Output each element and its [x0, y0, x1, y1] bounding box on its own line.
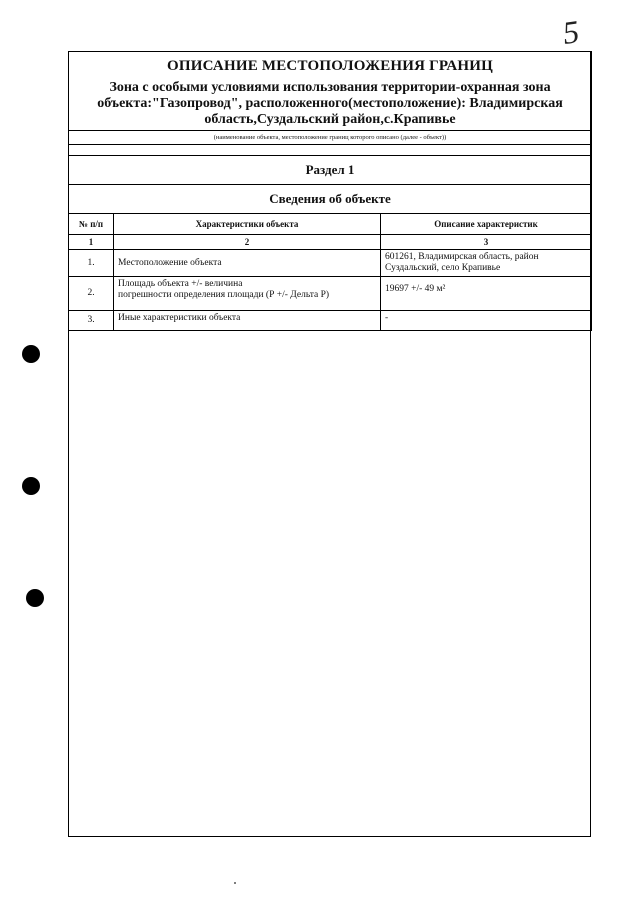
row-description-line: 601261, Владимирская область, район: [385, 252, 539, 262]
punch-hole-top: [22, 345, 40, 363]
row-characteristic: [114, 277, 381, 311]
header-number: № п/п: [69, 214, 114, 235]
column-number-1: 1: [69, 235, 114, 250]
row-number: 3.: [69, 311, 114, 331]
column-number-row: [69, 235, 592, 250]
row-characteristic: Местоположение объекта: [114, 250, 381, 277]
row-description: -: [381, 311, 592, 331]
scan-speck: [234, 882, 236, 884]
zone-name-line-1: Зона с особыми условиями использования территории-охранная зона: [109, 80, 551, 95]
column-number-2: 2: [114, 235, 381, 250]
boundary-description-table: [68, 51, 592, 331]
table-header-row: [69, 214, 592, 235]
table-row: [69, 311, 592, 331]
section-title: Раздел 1: [69, 156, 592, 185]
handwritten-page-number: 5: [560, 13, 582, 51]
zone-name-line-2: объекта:"Газопровод", расположенного(местоположение): Владимирская: [97, 96, 563, 111]
object-caption: (наименование объекта, местоположение границ которого описано (далее - объект)): [69, 131, 592, 145]
spacer-row: [69, 145, 592, 156]
row-number: 1.: [69, 250, 114, 277]
row-description-line: Суздальский, село Крапивье: [385, 263, 501, 273]
row-description: [381, 250, 592, 277]
row-characteristic: Иные характеристики объекта: [114, 311, 381, 331]
object-info-title: Сведения об объекте: [69, 185, 592, 214]
table-row: [69, 250, 592, 277]
punch-hole-middle: [22, 477, 40, 495]
row-number: 2.: [69, 277, 114, 311]
header-characteristic: Характеристики объекта: [114, 214, 381, 235]
column-number-3: 3: [381, 235, 592, 250]
document-title: ОПИСАНИЕ МЕСТОПОЛОЖЕНИЯ ГРАНИЦ: [167, 58, 493, 74]
punch-hole-bottom: [26, 589, 44, 607]
table-row: [69, 277, 592, 311]
row-description: 19697 +/- 49 м²: [381, 277, 592, 311]
zone-name-line-3: область,Суздальский район,с.Крапивье: [204, 112, 456, 127]
title-block: [69, 52, 592, 131]
header-description: Описание характеристик: [381, 214, 592, 235]
row-characteristic-line: погрешности определения площади (Р +/- Дельта Р): [118, 290, 330, 300]
zone-name: [69, 80, 591, 128]
row-characteristic-line: Площадь объекта +/- величина: [118, 279, 243, 289]
